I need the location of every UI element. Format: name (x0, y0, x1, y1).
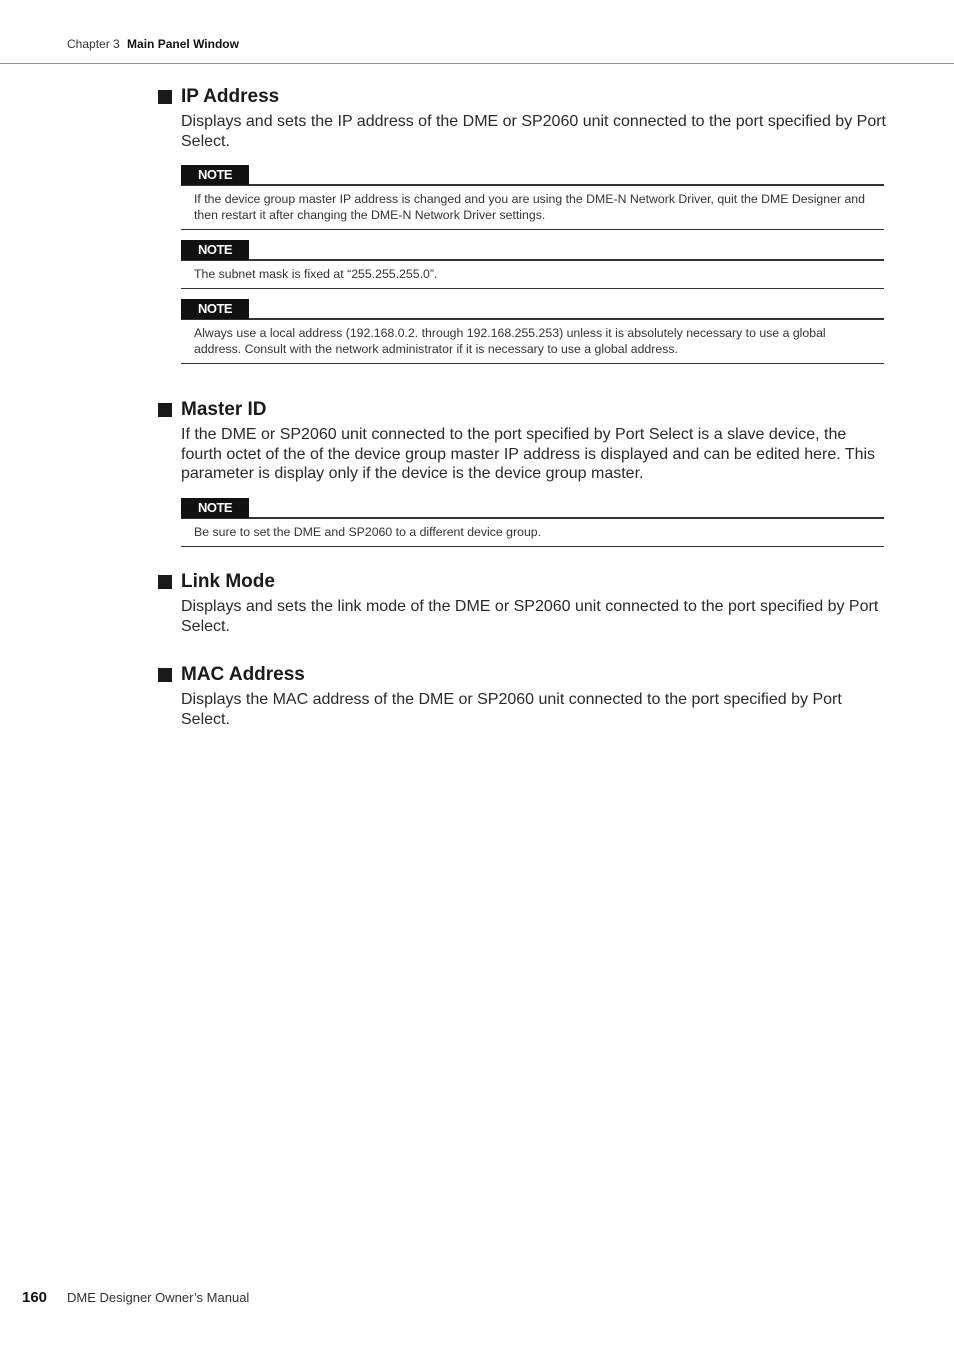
section-heading (158, 664, 884, 686)
note-rule (249, 318, 884, 319)
note-text: The subnet mask is fixed at “255.255.255.0”. (181, 260, 884, 289)
section-title: MAC Address (181, 664, 305, 685)
page-number: 160 (22, 1289, 48, 1306)
section-body: Displays and sets the IP address of the DME or SP2060 unit connected to the port specified by Port Select. (181, 113, 886, 150)
note-text: If the device group master IP address is changed and you are using the DME-N Network Driver, quit the DME Designer and then restart it after changing the DME-N Network Driver settings. (181, 185, 884, 230)
note-badge: NOTE (181, 299, 249, 319)
note-text: Be sure to set the DME and SP2060 to a different device group. (181, 518, 884, 547)
section-body: Displays and sets the link mode of the DME or SP2060 unit connected to the port specified by Port Select. (181, 598, 879, 635)
note-box (181, 238, 884, 289)
section-heading (158, 86, 884, 108)
note-badge: NOTE (181, 240, 249, 260)
note-box (181, 496, 884, 547)
section-title: Master ID (181, 399, 267, 420)
square-bullet-icon (158, 575, 172, 589)
square-bullet-icon (158, 668, 172, 682)
chapter-label: Chapter 3 (67, 37, 120, 51)
chapter-title: Main Panel Window (127, 37, 239, 51)
square-bullet-icon (158, 90, 172, 104)
square-bullet-icon (158, 403, 172, 417)
note-rule (249, 259, 884, 260)
section-title: IP Address (181, 86, 280, 107)
section-heading (158, 571, 884, 593)
manual-title: DME Designer Owner’s Manual (67, 1290, 250, 1305)
section-body: Displays the MAC address of the DME or SP2060 unit connected to the port specified by Port Select. (181, 691, 842, 728)
note-badge: NOTE (181, 498, 249, 518)
note-text: Always use a local address (192.168.0.2. through 192.168.255.253) unless it is absolutely necessary to use a global address. Consult with the network administrator if it is necessary to use a global address. (181, 319, 884, 364)
section-link-mode (158, 571, 884, 636)
note-box (181, 297, 884, 364)
note-box (181, 163, 884, 230)
section-body: If the DME or SP2060 unit connected to the port specified by Port Select is a slave device, the fourth octet of the of the device group master IP address is displayed and can be edited here. This parameter is display only if the device is the device group master. (181, 426, 876, 482)
note-rule (249, 517, 884, 518)
note-badge: NOTE (181, 165, 249, 185)
section-mac-address (158, 664, 884, 729)
header-divider (0, 63, 954, 64)
section-master-id (158, 399, 884, 547)
section-heading (158, 399, 884, 421)
section-title: Link Mode (181, 571, 275, 592)
section-ip-address (158, 86, 884, 364)
running-header (67, 37, 239, 51)
note-rule (249, 184, 884, 185)
